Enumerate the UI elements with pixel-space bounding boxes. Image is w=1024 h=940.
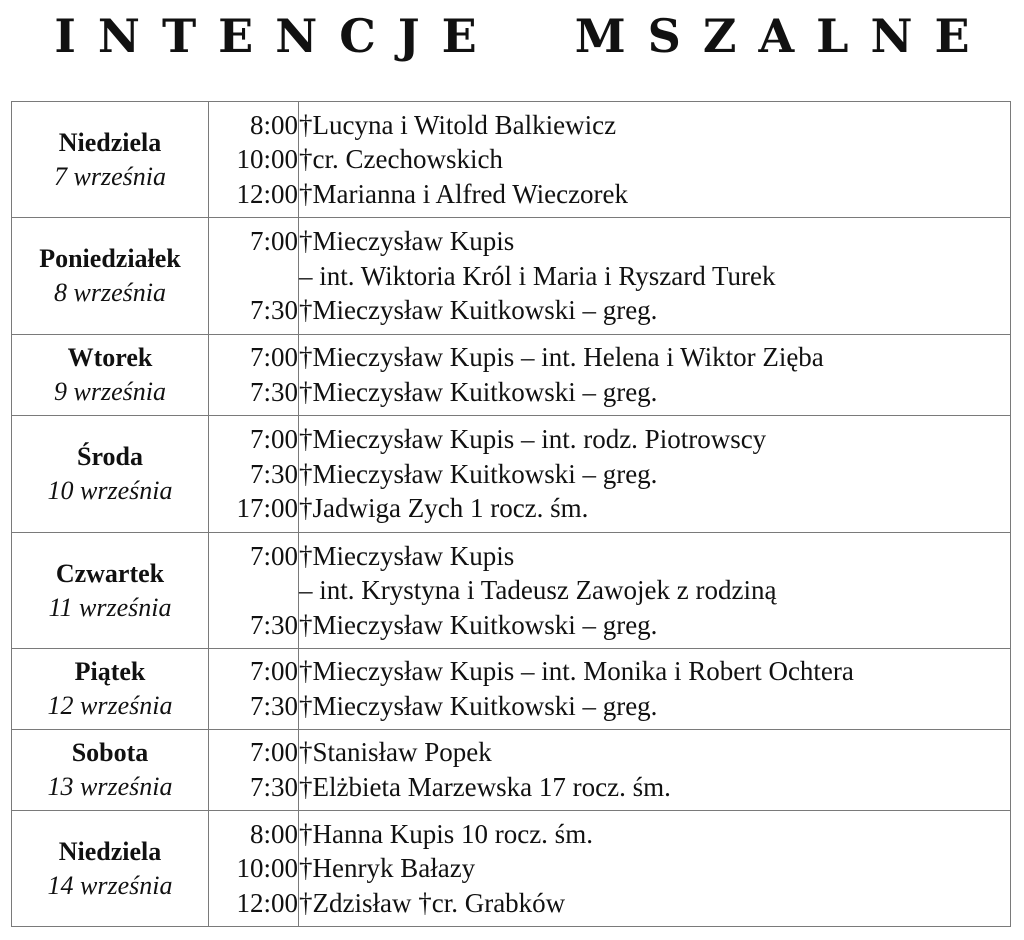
mass-time: 7:00	[249, 540, 298, 571]
intention-line: †Stanisław Popek	[299, 737, 492, 768]
table-row	[12, 811, 1011, 927]
day-cell	[12, 335, 209, 416]
table-row	[12, 533, 1011, 649]
intentions-cell	[299, 811, 1011, 927]
table-row	[12, 730, 1011, 811]
intentions-cell	[299, 730, 1011, 811]
schedule-body	[12, 102, 1011, 927]
day-cell	[12, 649, 209, 730]
times-cell	[209, 811, 299, 927]
intentions-cell	[299, 533, 1011, 649]
day-name: Poniedziałek	[39, 244, 181, 273]
table-row	[12, 102, 1011, 218]
mass-time: 10:00	[236, 853, 298, 884]
intention-line: †Mieczysław Kuitkowski – greg.	[299, 377, 658, 407]
day-name: Wtorek	[67, 343, 153, 372]
table-row	[12, 416, 1011, 533]
intentions-cell	[299, 649, 1011, 730]
mass-time: 7:30	[249, 772, 298, 802]
times-cell	[209, 416, 299, 533]
day-date: 9 września	[54, 377, 166, 406]
mass-time	[209, 573, 298, 608]
intention-line: †Mieczysław Kupis – int. Helena i Wiktor Zięba	[299, 342, 824, 373]
day-date: 7 września	[54, 161, 166, 191]
day-date: 10 września	[47, 476, 173, 505]
intention-line: – int. Krystyna i Tadeusz Zawojek z rodziną	[299, 575, 777, 606]
table-row	[12, 218, 1011, 335]
mass-time: 7:00	[249, 424, 298, 455]
day-name: Środa	[77, 442, 143, 471]
intentions-cell	[299, 335, 1011, 416]
intention-line: †Mieczysław Kuitkowski – greg.	[299, 458, 658, 489]
times-cell	[209, 730, 299, 811]
day-cell	[12, 811, 209, 927]
intentions-cell	[299, 102, 1011, 218]
day-date: 12 września	[47, 691, 173, 720]
times-cell	[209, 102, 299, 218]
table-row	[12, 649, 1011, 730]
times-cell	[209, 218, 299, 335]
day-name: Piątek	[74, 657, 146, 686]
day-name: Czwartek	[55, 558, 165, 588]
table-row	[12, 335, 1011, 416]
mass-time: 12:00	[236, 178, 298, 209]
intention-line: †Henryk Bałazy	[299, 853, 476, 884]
day-cell	[12, 218, 209, 335]
page-title: INTENCJE MSZALNE	[54, 9, 992, 63]
intention-line: †Mieczysław Kuitkowski – greg.	[299, 295, 658, 326]
intention-line: – int. Wiktoria Król i Maria i Ryszard Turek	[299, 260, 776, 291]
mass-time: 7:30	[249, 458, 298, 489]
intention-line: †Mieczysław Kupis – int. rodz. Piotrowscy	[299, 424, 767, 455]
day-name: Niedziela	[58, 127, 162, 157]
day-name: Sobota	[71, 738, 149, 767]
intention-line: †Mieczysław Kupis	[299, 226, 515, 257]
day-cell	[12, 416, 209, 533]
times-cell	[209, 335, 299, 416]
intention-line: †Marianna i Alfred Wieczorek	[299, 178, 629, 209]
day-date: 13 września	[47, 772, 173, 801]
mass-time: 10:00	[236, 144, 298, 175]
mass-time: 12:00	[236, 887, 298, 918]
day-cell	[12, 730, 209, 811]
times-cell	[209, 649, 299, 730]
intention-line: †cr. Czechowskich	[299, 144, 503, 175]
times-cell	[209, 533, 299, 649]
day-date: 11 września	[48, 592, 172, 622]
mass-time: 8:00	[249, 109, 298, 140]
mass-time: 7:00	[249, 737, 298, 768]
intention-line: †Lucyna i Witold Balkiewicz	[299, 109, 617, 140]
intentions-cell	[299, 416, 1011, 533]
intentions-cell	[299, 218, 1011, 335]
mass-time: 7:30	[249, 609, 298, 640]
day-date: 14 września	[47, 870, 173, 900]
intention-line: †Zdzisław †cr. Grabków	[299, 887, 566, 918]
mass-time: 7:30	[249, 377, 298, 407]
day-name: Niedziela	[58, 836, 162, 866]
intention-line: †Mieczysław Kuitkowski – greg.	[299, 609, 658, 640]
mass-time: 7:00	[249, 342, 298, 373]
day-cell	[12, 102, 209, 218]
intention-line: †Mieczysław Kuitkowski – greg.	[299, 691, 658, 721]
day-cell	[12, 533, 209, 649]
mass-time	[209, 259, 298, 294]
intention-line: †Mieczysław Kupis – int. Monika i Robert Ochtera	[299, 656, 854, 687]
day-date: 8 września	[54, 278, 166, 307]
intention-line: †Jadwiga Zych 1 rocz. śm.	[299, 493, 589, 524]
mass-time: 7:30	[249, 295, 298, 326]
intention-line: †Mieczysław Kupis	[299, 540, 515, 571]
mass-time: 17:00	[236, 493, 298, 524]
mass-time: 7:00	[249, 656, 298, 687]
mass-intentions-table	[11, 101, 1011, 927]
mass-time: 8:00	[249, 818, 298, 849]
mass-time: 7:30	[249, 691, 298, 721]
mass-time: 7:00	[249, 226, 298, 257]
intention-line: †Hanna Kupis 10 rocz. śm.	[299, 818, 593, 849]
intention-line: †Elżbieta Marzewska 17 rocz. śm.	[299, 772, 671, 802]
